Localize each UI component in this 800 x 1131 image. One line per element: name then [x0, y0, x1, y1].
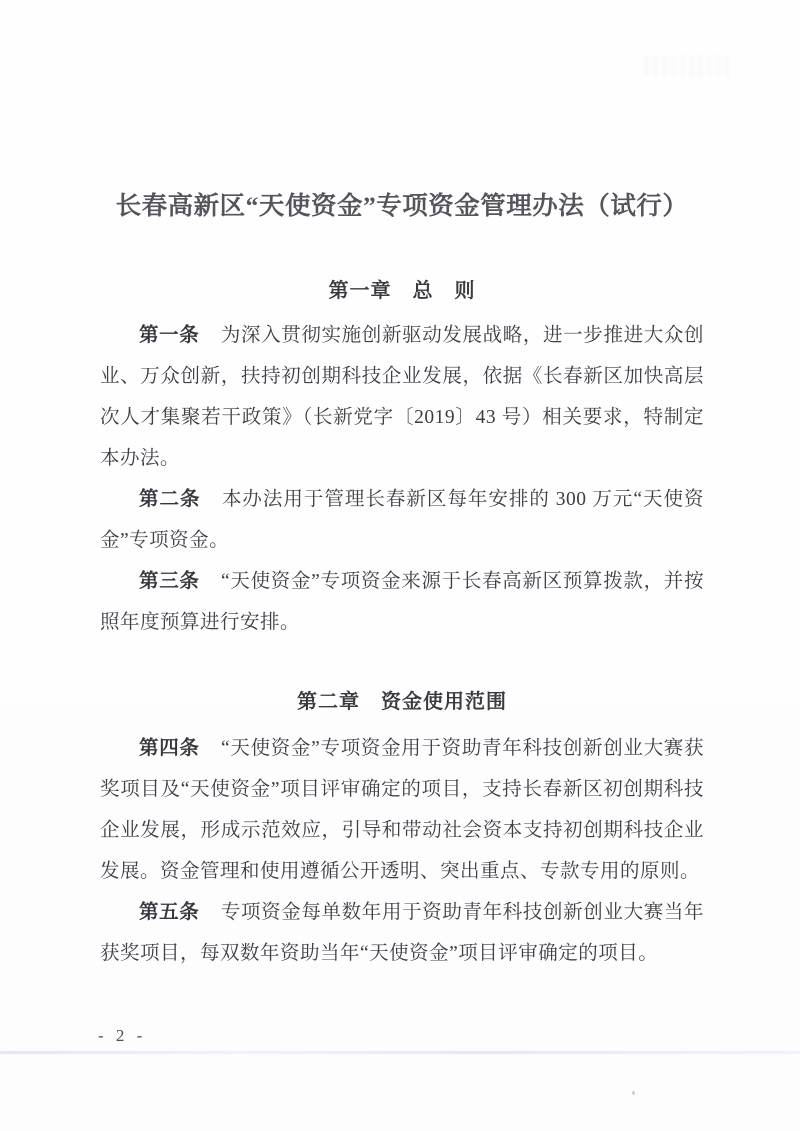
article-4-paragraph [100, 728, 704, 892]
article-3-label: 第三条 [139, 571, 200, 592]
scan-artifact-smudge [645, 55, 730, 77]
article-5-paragraph [100, 892, 704, 974]
chapter-1-heading: 第一章 总 则 [328, 280, 476, 302]
article-2-label: 第二条 [139, 489, 201, 510]
article-4-label: 第四条 [139, 738, 200, 759]
article-1-paragraph [100, 315, 704, 479]
page-number: - 2 - [98, 1026, 147, 1045]
article-4-text: “天使资金”专项资金用于资助青年科技创新创业大赛获奖项目及“天使资金”项目评审确定的项目，支持长春新区初创期科技企业发展，形成示范效应，引导和带动社会资本支持初创期科技企业发展。资金管理和使用遵循公开透明、突出重点、专款专用的原则。 [100, 738, 704, 882]
article-5-label: 第五条 [139, 902, 200, 923]
article-2-paragraph [100, 479, 704, 561]
article-3-text: “天使资金”专项资金来源于长春高新区预算拨款，并按照年度预算进行安排。 [100, 571, 704, 633]
document-title: 长春高新区“天使资金”专项资金管理办法（试行） [115, 193, 689, 220]
article-5-text: 专项资金每单数年用于资助青年科技创新创业大赛当年获奖项目，每双数年资助当年“天使资金”项目评审确定的项目。 [100, 902, 704, 964]
article-3-paragraph [100, 561, 704, 643]
article-1-text: 为深入贯彻实施创新驱动发展战略，进一步推进大众创业、万众创新，扶持初创期科技企业发展，依据《长春新区加快高层次人才集聚若干政策》（长新党字〔2019〕43 号）相关要求，特制定本办法。 [100, 325, 704, 469]
scan-speck-artifact [632, 1091, 635, 1095]
chapter-2-heading: 第二章 资金使用范围 [297, 691, 507, 713]
article-2-text: 本办法用于管理长春新区每年安排的 300 万元“天使资金”专项资金。 [100, 489, 704, 551]
scan-line-artifact [0, 1051, 800, 1054]
article-1-label: 第一条 [139, 325, 200, 346]
